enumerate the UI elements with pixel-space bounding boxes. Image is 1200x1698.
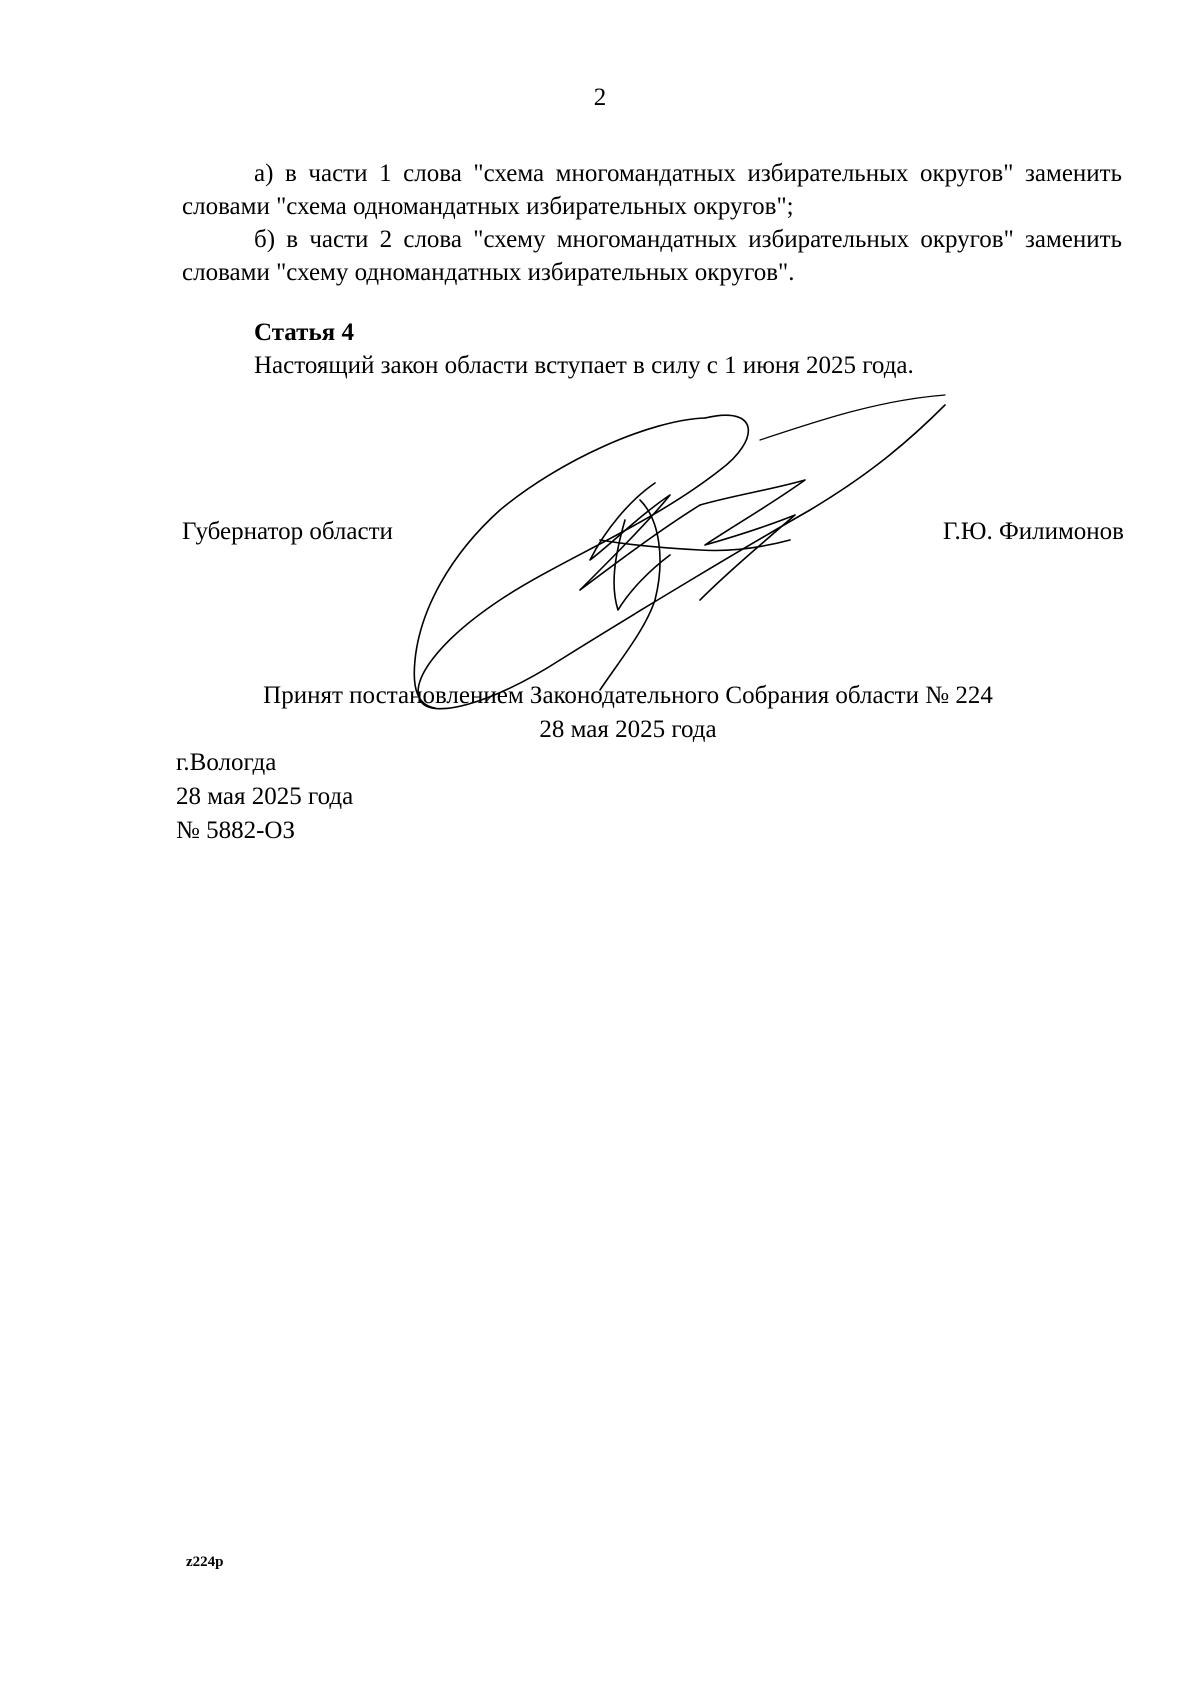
law-number: № 5882-ОЗ xyxy=(176,817,296,844)
adoption-date: 28 мая 2025 года xyxy=(539,716,717,743)
signature-loop-stroke xyxy=(418,405,945,709)
signature-scribble-5 xyxy=(614,520,670,610)
signing-date: 28 мая 2025 года xyxy=(176,783,354,810)
place-date-number-block xyxy=(176,746,353,848)
governor-title: Губернатор области xyxy=(182,518,393,545)
city: г.Вологда xyxy=(176,749,277,776)
article-text: Настоящий закон области вступает в силу с 1 июня 2025 года. xyxy=(254,352,914,379)
amendment-paragraph-a: а) в части 1 слова "схема многомандатных избирательных округов" заменить словами "схема одномандатных избирательных округов"; xyxy=(182,160,1122,220)
governor-name: Г.Ю. Филимонов xyxy=(942,518,1124,545)
signature-upper-arc xyxy=(414,418,705,708)
adoption-line: Принят постановлением Законодательного Собрания области № 224 xyxy=(263,682,993,709)
page-number: 2 xyxy=(593,84,607,111)
article-title: Статья 4 xyxy=(254,319,354,346)
amendment-paragraph-b: б) в части 2 слова "схему многомандатных избирательных округов" заменить словами "схему одномандатных избирательных округов". xyxy=(182,226,1122,286)
signature-scribble-4 xyxy=(600,540,790,551)
signature-tail-stroke xyxy=(760,395,945,440)
footer-code: z224p xyxy=(186,1554,224,1570)
signature-scribble-1 xyxy=(580,483,700,590)
signature-scribble-2 xyxy=(600,500,660,690)
adoption-block xyxy=(0,679,1200,747)
signature-scribble-3 xyxy=(700,480,805,600)
